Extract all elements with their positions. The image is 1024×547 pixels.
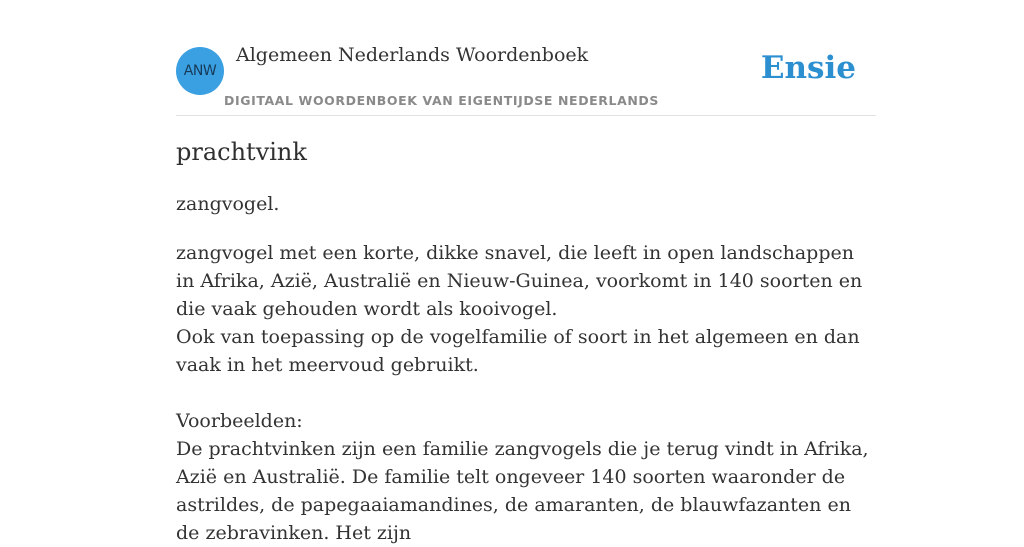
definition-body [176,239,876,547]
term-heading: prachtvink [176,138,307,166]
anw-logo[interactable] [176,47,224,95]
example-text: De prachtvinken zijn een familie zangvogels die je terug vindt in Afrika, Azië en Australië. De familie telt ongeveer 140 soorten waaronder de astrildes, de papegaaiamandines, de amaranten, de blauwfazanten en de zebravinken. Het zijn [176,438,869,544]
logo-text: ANW [183,63,217,79]
definition-text: zangvogel met een korte, dikke snavel, die leeft in open landschappen in Afrika, Azië, Australië en Nieuw-Guinea, voorkomt in 140 soorten en die vaak gehouden wordt als kooivogel. [176,242,863,320]
usage-note: Ook van toepassing op de vogelfamilie of soort in het algemeen en dan vaak in het meervoud gebruikt. [176,326,860,376]
examples-label: Voorbeelden: [176,410,303,432]
entry-card [176,0,876,544]
short-definition: zangvogel. [176,193,280,215]
dictionary-title[interactable]: Algemeen Nederlands Woordenboek [236,44,589,66]
dictionary-subtitle: DIGITAAL WOORDENBOEK VAN EIGENTIJDSE NEDERLANDS [224,93,660,108]
spacer [176,379,876,407]
ensie-brand[interactable]: Ensie [760,50,856,86]
header [176,0,876,116]
